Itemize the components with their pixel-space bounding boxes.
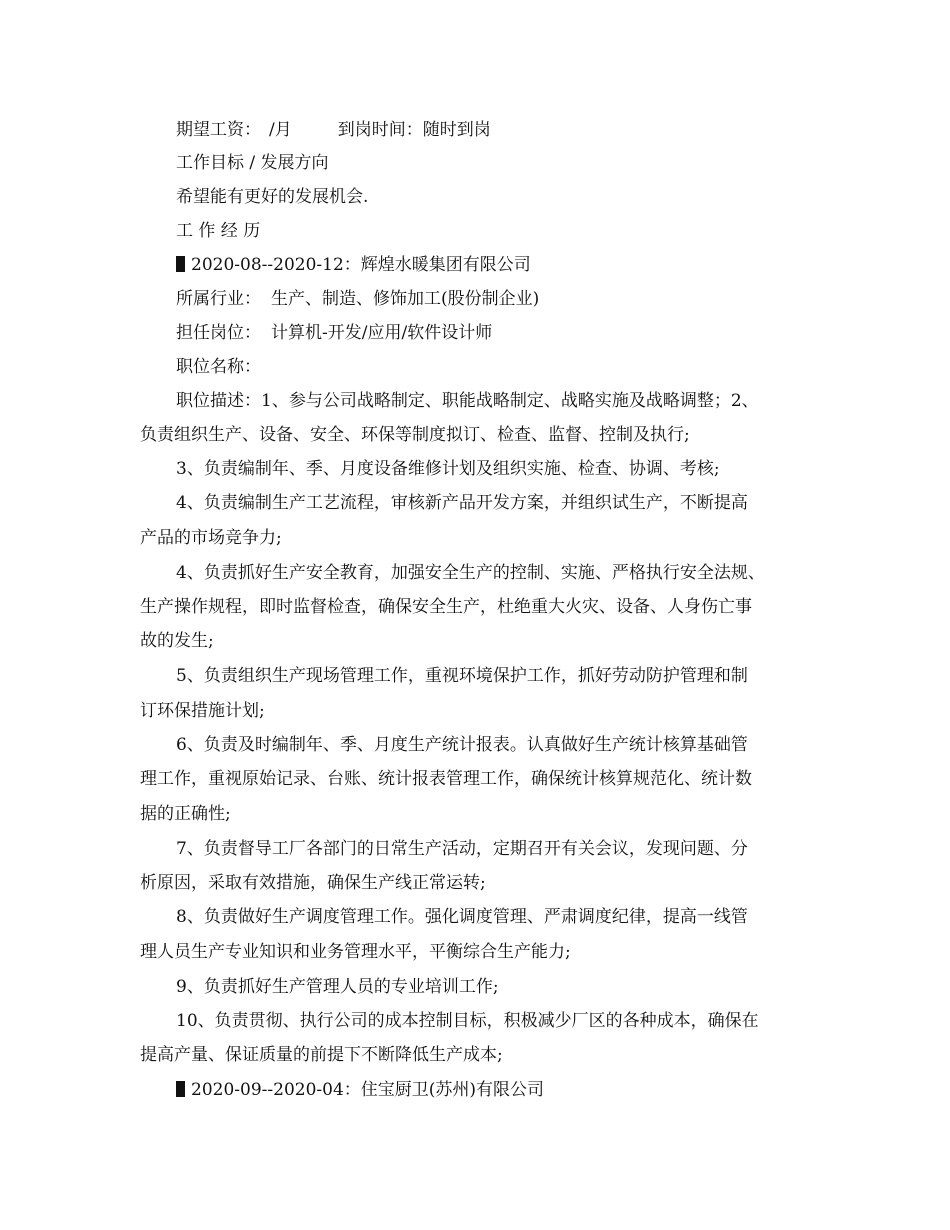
desc-line: 8、负责做好生产调度管理工作。强化调度管理、严肃调度纪律，提高一线管	[176, 907, 748, 927]
desc-line: 故的发生;	[140, 631, 214, 651]
desc-line: 提高产量、保证质量的前提下不断降低生产成本;	[140, 1045, 503, 1065]
goal-text: 希望能有更好的发展机会.	[176, 187, 369, 207]
industry-value: 生产、制造、修饰加工(股份制企业)	[271, 289, 540, 309]
goal-heading: 工作目标 / 发展方向	[176, 153, 329, 173]
salary-label: 期望工资：	[176, 120, 261, 140]
desc-line: 10、负责贯彻、执行公司的成本控制目标，积极减少厂区的各种成本，确保在	[176, 1011, 759, 1031]
desc-line: 订环保措施计划;	[140, 701, 265, 721]
desc-line: 4、负责抓好生产安全教育，加强安全生产的控制、实施、严格执行安全法规、	[176, 563, 765, 583]
position-value: 计算机-开发/应用/软件设计师	[271, 323, 493, 343]
desc-line: 产品的市场竞争力;	[140, 528, 282, 548]
job1-industry	[176, 288, 539, 310]
arrival-value: 随时到岗	[422, 120, 491, 140]
experience-heading: 工 作 经 历	[176, 221, 261, 241]
position-label: 担任岗位：	[176, 323, 261, 343]
job1-position	[176, 322, 492, 344]
section-bar-icon	[176, 1081, 185, 1097]
section-bar-icon	[176, 256, 185, 272]
desc-line: 3、负责编制年、季、月度设备维修计划及组织实施、检查、协调、考核;	[176, 459, 720, 479]
desc-line: 7、负责督导工厂各部门的日常生产活动，定期召开有关会议，发现问题、分	[176, 839, 748, 859]
desc-line: 6、负责及时编制年、季、月度生产统计报表。认真做好生产统计核算基础管	[176, 735, 748, 755]
desc-line: 5、负责组织生产现场管理工作，重视环境保护工作，抓好劳动防护管理和制	[176, 666, 748, 686]
job1-period	[176, 254, 531, 276]
desc-line: 析原因，采取有效措施，确保生产线正常运转;	[140, 873, 486, 893]
job1-title: 职位名称：	[176, 357, 261, 377]
job1-period-text: 2020-08--2020-12：辉煌水暖集团有限公司	[191, 255, 531, 275]
desc-line: 理人员生产专业知识和业务管理水平，平衡综合生产能力;	[140, 942, 571, 962]
salary-value: /月	[269, 120, 292, 140]
desc-line: 9、负责抓好生产管理人员的专业培训工作;	[176, 977, 499, 997]
industry-label: 所属行业：	[176, 289, 261, 309]
desc-line: 据的正确性;	[140, 804, 231, 824]
desc-line: 4、负责编制生产工艺流程，审核新产品开发方案，并组织试生产，不断提高	[176, 493, 748, 513]
desc-line: 生产操作规程，即时监督检查，确保安全生产，杜绝重大火灾、设备、人身伤亡事	[140, 597, 752, 617]
job2-period	[176, 1079, 544, 1101]
job2-period-text: 2020-09--2020-04：住宝厨卫(苏州)有限公司	[191, 1080, 545, 1100]
desc-line: 理工作，重视原始记录、台账、统计报表管理工作，确保统计核算规范化、统计数	[140, 769, 752, 789]
arrival-label: 到岗时间：	[337, 120, 423, 140]
desc-line: 职位描述：1、参与公司战略制定、职能战略制定、战略实施及战略调整；2、	[176, 391, 759, 411]
salary-line	[176, 119, 491, 141]
desc-line: 负责组织生产、设备、安全、环保等制度拟订、检查、监督、控制及执行;	[140, 425, 690, 445]
